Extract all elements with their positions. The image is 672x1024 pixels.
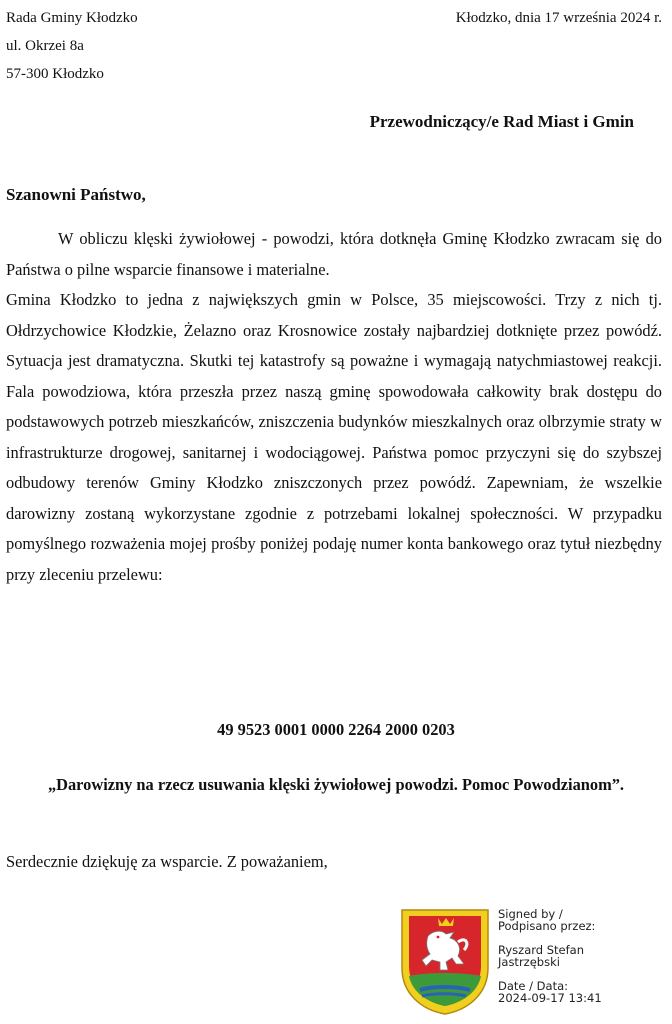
signer-name: Ryszard Stefan [498,943,584,957]
closing-line: Serdecznie dziękuję za wsparcie. Z poważaniem, [6,852,328,871]
sender-address [6,4,138,88]
signer-surname: Jastrzębski [498,955,560,969]
sender-street: ul. Okrzei 8a [6,38,84,54]
sender-name: Rada Gminy Kłodzko [6,10,138,26]
letter-date: Kłodzko, dnia 17 września 2024 r. [455,10,662,26]
coat-of-arms-icon [398,906,492,1016]
digital-signature [398,906,666,1018]
signed-by-label: Signed by / [498,907,563,921]
bank-account-number: 49 9523 0001 0000 2264 2000 0203 [217,720,455,739]
recipient: Przewodniczący/e Rad Miast i Gmin [369,112,634,131]
letter-body [6,224,662,590]
paragraph-intro: W obliczu klęski żywiołowej - powodzi, która dotknęła Gminę Kłodzko zwracam się do Państwa o pilne wsparcie finansowe i materialne. [6,229,662,279]
salutation: Szanowni Państwo, [6,185,146,204]
signature-details [498,908,666,1004]
paragraph-main: Gmina Kłodzko to jedna z największych gmin w Polsce, 35 miejscowości. Trzy z nich tj. Ołdrzychowice Kłodzkie, Żelazno oraz Krosnowice zostały najbardziej dotknięte przez powódź. Sytuacja jest dramatyczna. Skutki tej katastrofy są poważne i wymagają natychmiastowej reakcji. Fala powodziowa, która przeszła przez naszą gminę spowodowała całkowity brak dostępu do podstawowych potrzeb mieszkańców, zniszczenia budynków mieszkalnych oraz olbrzymie straty w infrastrukturze drogowej, sanitarnej i wodociągowej. Państwa pomoc przyczyni się do szybszej odbudowy terenów Gminy Kłodzko zniszczonych przez powódź. Zapewniam, że wszelkie darowizny zostaną wykorzystane zgodnie z potrzebami lokalnej społeczności. W przypadku pomyślnego rozważenia mojej prośby poniżej podaję numer konta bankowego oraz tytuł niezbędny przy zleceniu przelewu: [6,290,662,584]
signature-date-value: 2024-09-17 13:41 [498,991,602,1005]
sender-city: 57-300 Kłodzko [6,66,104,82]
signed-by-label-pl: Podpisano przez: [498,919,596,933]
transfer-title: „Darowizny na rzecz usuwania klęski żywiołowej powodzi. Pomoc Powodzianom”. [47,775,625,794]
signature-date-label: Date / Data: [498,979,569,993]
